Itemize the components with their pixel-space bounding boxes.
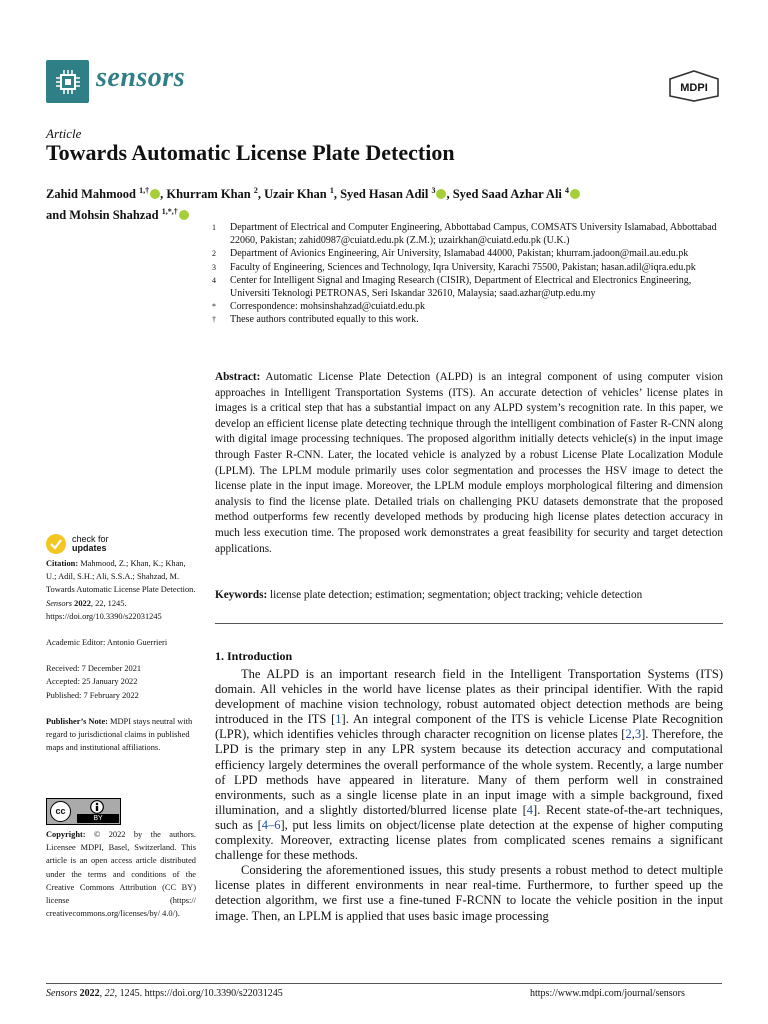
citation-journal: Sensors: [46, 598, 73, 608]
footer-year: 2022: [79, 988, 100, 999]
affiliation-item: [212, 313, 732, 326]
affiliation-item: [212, 247, 732, 260]
affiliation-item: [212, 221, 732, 247]
mdpi-logo: [666, 70, 722, 102]
abstract: [215, 370, 723, 557]
author-sup: 2: [253, 186, 258, 195]
paragraph-text: ,: [631, 727, 635, 742]
orcid-icon[interactable]: [570, 189, 580, 199]
footer-volume: 22: [104, 988, 115, 999]
paper-title: Towards Automatic License Plate Detection: [46, 140, 455, 165]
paragraph-text: ]. Therefore, the LPD is the primary step in any LPR system because its detection accuracy and computational efficiency largely determines the overall performance of the whole system. Recently, a large number of LPD methods have appeared in literature. Many of them perform well in constrained environments, such as a single license plate in an input image with a simple background, fixed illumination, and a slightly distorted/blurred license plate [: [215, 727, 723, 817]
publisher-note-label: Publisher’s Note:: [46, 716, 108, 726]
keywords-label: Keywords:: [215, 589, 268, 601]
citation-link[interactable]: 1: [335, 712, 342, 727]
affiliation-mark: 1: [212, 223, 216, 232]
received-date: Received: 7 December 2021: [46, 664, 142, 674]
abstract-label: Abstract:: [215, 371, 261, 383]
affiliation-mark: †: [212, 315, 216, 325]
journal-logo: [46, 60, 89, 103]
affiliation-mark: *: [212, 302, 216, 312]
keywords-text: license plate detection; estimation; segmentation; object tracking; vehicle detection: [270, 589, 643, 601]
author-sup: 1: [329, 186, 334, 195]
footer-doi[interactable]: , 1245. https://doi.org/10.3390/s22031245: [114, 988, 283, 999]
citation-link[interactable]: 3: [634, 727, 642, 742]
citation-year: 2022: [74, 598, 91, 608]
cc-license-badge[interactable]: [46, 798, 121, 825]
author-name: Khurram Khan: [166, 187, 251, 202]
publisher-note: [46, 715, 196, 755]
article-info: [46, 557, 196, 754]
paragraph: Considering the aforementioned issues, this study presents a robust method to detect multiple license plates in different environments in near real-time. Furthermore, to further speed up the detection algorithm, we first use a fine-tuned F-RCNN to locate the vehicle position in the input image. Then, an LPLM is applied that uses basic image processing: [215, 863, 723, 923]
check-icon: [46, 534, 66, 554]
mdpi-label: MDPI: [680, 82, 708, 94]
copyright-text: © 2022 by the authors. Licensee MDPI, Basel, Switzerland. This article is an open access article distributed under the terms and conditions of the Creative Commons Attribution (CC BY) license (https:// creativecommons.org/licenses/by/ 4.0/).: [46, 830, 197, 919]
abstract-text: Automatic License Plate Detection (ALPD) is an integral component of using computer vision approaches in Intelligent Transportation Systems (ITS). An accurate detection of vehicles’ license plates in images is a critical step that has a substantial impact on any ALPD system’s recognition rate. In this paper, we develop an efficient license plate detecting technique through the intelligent combination of Faster R-CNN along with digital image processing techniques. The proposed algorithm initially detects vehicle(s) in the input image through Faster R-CNN. Later, the located vehicle is analyzed by a robust License Plate Localization Module (LPLM). The LPLM module primarily uses color segmentation and processes the HSV image to detect the license plate in the input image. Moreover, the LPLM module employs morphological filtering and dimension analysis to find the license plate. Detailed trials on challenging PKU datasets demonstrate that the proposed method outperforms few recently developed methods by producing high license plates detection accuracy in much less execution time. The proposed work demonstrates a great feasibility for security and target detection applications.: [215, 371, 723, 555]
copyright-label: Copyright:: [46, 830, 86, 839]
orcid-icon[interactable]: [179, 210, 189, 220]
copyright: [46, 828, 196, 920]
footer-divider: [46, 983, 722, 984]
citation-text: Mahmood, Z.; Khan, K.; Khan, U.; Adil, S.H.; Ali, S.S.A.; Shahzad, M. Towards Automatic License Plate Detection.: [46, 559, 196, 595]
citation-link[interactable]: 4: [526, 802, 534, 817]
academic-editor: Academic Editor: Antonio Guerrieri: [46, 638, 168, 648]
publisher-note-text: MDPI stays neutral with regard to jurisdictional claims in published maps and institutional affiliations.: [46, 716, 193, 753]
citation: Citation: Mahmood, Z.; Khan, K.; Khan, U.; Adil, S.H.; Ali, S.S.A.; Shahzad, M. Towards Automatic License Plate Detection. Sensors 2022, 22, 1245. https://doi.org/10.3390/s22031245: [46, 559, 196, 621]
section-heading: 1. Introduction: [215, 649, 293, 663]
citation-link[interactable]: 2: [625, 727, 632, 742]
author-name: Syed Hasan Adil: [340, 187, 429, 202]
accepted-date: Accepted: 25 January 2022: [46, 677, 138, 687]
affiliations: [212, 221, 732, 327]
published-date: Published: 7 February 2022: [46, 690, 139, 700]
person-icon: [77, 800, 117, 814]
author-name: Uzair Khan: [264, 187, 327, 202]
citation-link[interactable]: 4–6: [261, 817, 281, 832]
affiliation-text: Center for Intelligent Signal and Imaging Research (CISIR), Department of Electrical and Electronics Engineering, Universiti Teknologi PETRONAS, Seri Iskandar 32610, Malaysia; saad.azhar@utp.edu.my: [230, 274, 692, 300]
journal-name: sensors: [96, 62, 186, 93]
author-name: Mohsin Shahzad: [69, 208, 159, 223]
affiliation-text: Correspondence: mohsinshahzad@cuiatd.edu.pk: [230, 301, 425, 313]
affiliation-item: [212, 300, 732, 313]
footer-journal: Sensors: [46, 988, 78, 999]
paragraph-text: ]. Recent state-of-the-art techniques, such as [: [215, 802, 723, 832]
cc-by-label: BY: [77, 814, 119, 823]
check-updates-bottom: updates: [72, 543, 107, 553]
citation-label: Citation:: [46, 559, 79, 568]
affiliation-mark: 2: [212, 249, 216, 259]
check-updates-badge[interactable]: [46, 534, 109, 554]
author-sup: 4: [565, 186, 570, 195]
orcid-icon[interactable]: [150, 189, 160, 199]
affiliation-mark: 3: [212, 262, 216, 272]
affiliation-text: Department of Avionics Engineering, Air University, Islamabad 44000, Pakistan; khurram.jadoon@mail.au.edu.pk: [230, 248, 689, 260]
affiliation-text: These authors contributed equally to this work.: [230, 314, 419, 326]
author-list: Zahid Mahmood $^{1,\dagger}$ , Khurram Khan $^2$, Uzair Khan $^1$, Syed Hasan Adil $^3$ , Syed Saad Azhar Ali $^4$ and Mohsin Shahzad $^{1,*,\dagger}$: [46, 182, 736, 224]
affiliation-mark: 4: [212, 275, 216, 285]
paragraph-text: ]. An integral component of the ITS is vehicle License Plate Recognition (LPR), which identifies vehicles through character recognition on license plates [: [215, 712, 723, 742]
paragraph: [215, 667, 723, 863]
author-sup: 1,†: [139, 186, 150, 195]
footer-url[interactable]: https://www.mdpi.com/journal/sensors: [530, 988, 685, 999]
affiliation-text: Faculty of Engineering, Sciences and Technology, Iqra University, Karachi 75500, Pakistan; hasan.adil@iqra.edu.pk: [230, 261, 696, 273]
article-type: Article: [46, 126, 82, 141]
orcid-icon[interactable]: [436, 189, 446, 199]
author-name: Zahid Mahmood: [46, 187, 136, 202]
check-updates-top: check for: [72, 534, 109, 544]
paragraph-text: ], put less limits on object/license plate detection at the expense of higher computing complexity. Moreover, extracting license plates from complicated scenes remains a significant challenge for these methods.: [215, 817, 723, 863]
keywords: [215, 589, 723, 601]
citation-doi[interactable]: 22, 1245. https://doi.org/10.3390/s22031245: [46, 598, 162, 621]
author-name: Syed Saad Azhar Ali: [452, 187, 562, 202]
chip-icon: [54, 68, 82, 96]
affiliation-item: [212, 274, 732, 300]
affiliation-text: Department of Electrical and Computer Engineering, Abbottabad Campus, COMSATS University Islamabad, Abbottabad 22060, Pakistan; zahid0987@cuiatd.edu.pk (Z.M.); uzairkhan@cuiatd.edu.pk (U.K.): [230, 222, 717, 247]
author-sup: 3: [431, 186, 436, 195]
introduction-body: [215, 667, 723, 924]
affiliation-item: [212, 261, 732, 274]
author-sup: 1,*,†: [161, 207, 178, 217]
footer-citation: Sensors 2022, 22, 1245. https://doi.org/10.3390/s22031245: [46, 988, 283, 999]
cc-icon: cc: [50, 801, 71, 822]
paragraph-text: The ALPD is an important research field in the Intelligent Transportation Systems (ITS) domain. All vehicles in the world have license plates as their principal identifier. With the rapid development of machine vision technology, robust automated object detection methods are being introduced in the ITS [: [215, 667, 723, 727]
divider: [215, 623, 723, 624]
